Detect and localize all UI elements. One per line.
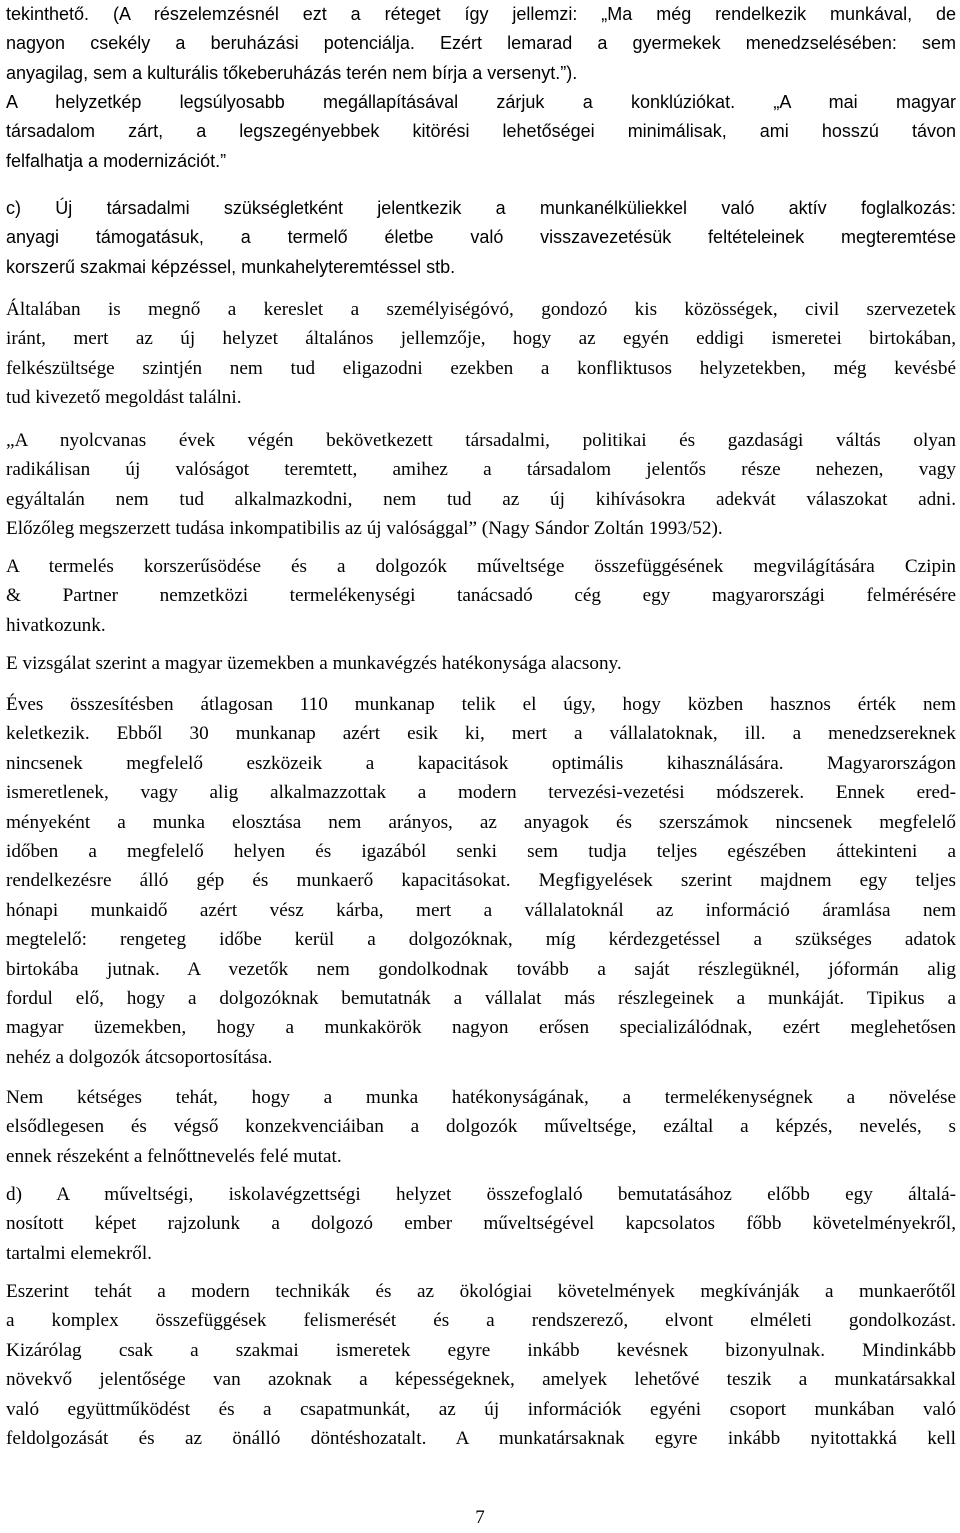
text-line: anyagilag, sem a kulturális tőkeberuházás terén nem bírja a versenyt.”). [6,62,578,83]
text-line: A helyzetkép legsúlyosabb megállapításával zárjuk a konklúziókat. „A mai magyar [6,92,956,112]
text-line: Éves összesítésben átlagosan 110 munkanap telik el úgy, hogy közben hasznos érték nem [6,694,956,715]
text-line: radikálisan új valóságot teremtett, amihez a társadalom jelentős része nehezen, vagy [6,459,956,481]
text-line: nehéz a dolgozók átcsoportosítása. [6,1046,273,1068]
text-line: időben a megfelelő helyen és igazából senki sem tudja teljes egészében áttekinteni a [6,841,956,863]
text-line: Előzőleg megszerzett tudása inkompatibilis az új valósággal” (Nagy Sándor Zoltán 1993/52). [6,518,723,540]
text-line: anyagi támogatásuk, a termelő életbe való visszavezetésük feltételeinek megteremtése [6,227,956,248]
text-line: korszerű szakmai képzéssel, munkahelyteremtéssel stb. [6,256,456,277]
paragraph [6,295,956,413]
text-line: nincsenek megfelelő eszközeik a kapacitások optimális kihasználására. Magyarországon [6,752,956,774]
text-line: tartalmi elemekről. [6,1242,152,1264]
text-line: a komplex összefüggések felismerését és a rendszerező, elvont elméleti gondolkozást. [6,1310,956,1332]
text-line: tud kivezető megoldást találni. [6,387,242,409]
text-line: Kizárólag csak a szakmai ismeretek egyre inkább kevésnek bizonyulnak. Mindinkább [6,1339,956,1361]
text-line: keletkezik. Ebből 30 munkanap azért esik ki, mert a vállalatoknak, ill. a menedzsereknek [6,723,956,745]
text-line: A termelés korszerűsödése és a dolgozók műveltsége összefüggésének megvilágítására Czipin [6,556,956,577]
text-line: c) Új társadalmi szükségletként jelentkezik a munkanélküliekkel való aktív foglalkozás: [6,198,956,218]
text-line: iránt, mert az új helyzet általános jellemzője, hogy az egyén eddigi ismeretei birtokában, [6,328,956,350]
text-line: E vizsgálat szerint a magyar üzemekben a munkavégzés hatékonysága alacsony. [6,653,622,674]
paragraph [6,1083,956,1171]
text-line: való együttműködést és a csapatmunkát, az új információk egyéni csoport munkában való [6,1398,956,1420]
paragraph [6,88,956,176]
text-line: „A nyolcvanas évek végén bekövetkezett társadalmi, politikai és gazdasági váltás olyan [6,430,956,451]
text-line: felfalhatja a modernizációt.” [6,150,227,171]
text-line: tekinthető. (A részelemzésnél ezt a réteget így jellemzi: „Ma még rendelkezik munkával, de [6,4,956,24]
paragraph [6,0,956,88]
text-line: feldolgozását és az önálló döntéshozatalt. A munkatársaknak egyre inkább nyitottakká kell [6,1428,956,1450]
text-line: elsődlegesen és végső konzekvenciáiban a dolgozók műveltsége, ezáltal a képzés, nevelés, s [6,1116,956,1138]
text-line: birtokába jutnak. A vezetők nem gondolkodnak tovább a saját részlegüknél, jóformán alig [6,958,956,980]
paragraph [6,552,956,640]
text-line: ményeként a munka elosztása nem arányos, az anyagok és szerszámok nincsenek megfelelő [6,811,956,833]
text-line: felkészültsége szintjén nem tud eligazodni ezekben a konfliktusos helyzetekben, még kevésbé [6,357,956,379]
text-line: Eszerint tehát a modern technikák és az ökológiai követelmények megkívánják a munkaerőtől [6,1281,956,1302]
paragraph [6,426,956,544]
paragraph [6,649,956,678]
text-line: Általában is megnő a kereslet a személyiségóvó, gondozó kis közösségek, civil szervezetek [6,299,956,320]
text-line: rendelkezésre álló gép és munkaerő kapacitásokat. Megfigyelések szerint majdnem egy teljes [6,870,956,892]
page-number: 7 [475,1507,485,1528]
text-line: növekvő jelentősége van azoknak a képességeknek, amelyek lehetővé teszik a munkatársakkal [6,1369,956,1391]
text-line: hivatkozunk. [6,614,106,636]
text-line: nosított képet rajzolunk a dolgozó ember műveltségével kapcsolatos főbb követelményekről, [6,1213,956,1235]
paragraph [6,1180,956,1268]
paragraph [6,690,956,1072]
text-line: magyar üzemekben, hogy a munkakörök nagyon erősen specializálódnak, ezért meglehetősen [6,1017,956,1039]
paragraph [6,194,956,282]
text-line: Nem kétséges tehát, hogy a munka hatékonyságának, a termelékenységnek a növelése [6,1087,956,1108]
paragraph [6,1277,956,1453]
text-line: társadalom zárt, a legszegényebbek kitörési lehetőségei minimálisak, ami hosszú távon [6,121,956,142]
text-line: nagyon csekély a beruházási potenciálja. Ezért lemarad a gyermekek menedzselésében: sem [6,33,956,54]
text-line: d) A műveltségi, iskolavégzettségi helyzet összefoglaló bemutatásához előbb egy általá- [6,1184,956,1205]
text-line: megtelelő: rengeteg időbe kerül a dolgozóknak, míg kérdezgetéssel a szükséges adatok [6,929,956,951]
text-line: egyáltalán nem tud alkalmazkodni, nem tud az új kihívásokra adekvát válaszokat adni. [6,488,956,510]
text-line: ismeretlenek, vagy alig alkalmazzottak a modern tervezési-vezetési módszerek. Ennek ered- [6,782,956,804]
text-line: & Partner nemzetközi termelékenységi tanácsadó cég egy magyarországi felmérésére [6,585,956,607]
text-line: hónapi munkaidő azért vész kárba, mert a vállalatoknál az információ áramlása nem [6,899,956,921]
text-line: fordul elő, hogy a dolgozóknak bemutatnák a vállalat más részlegeinek a munkáját. Tipikus a [6,988,956,1010]
text-line: ennek részeként a felnőttnevelés felé mutat. [6,1145,342,1167]
